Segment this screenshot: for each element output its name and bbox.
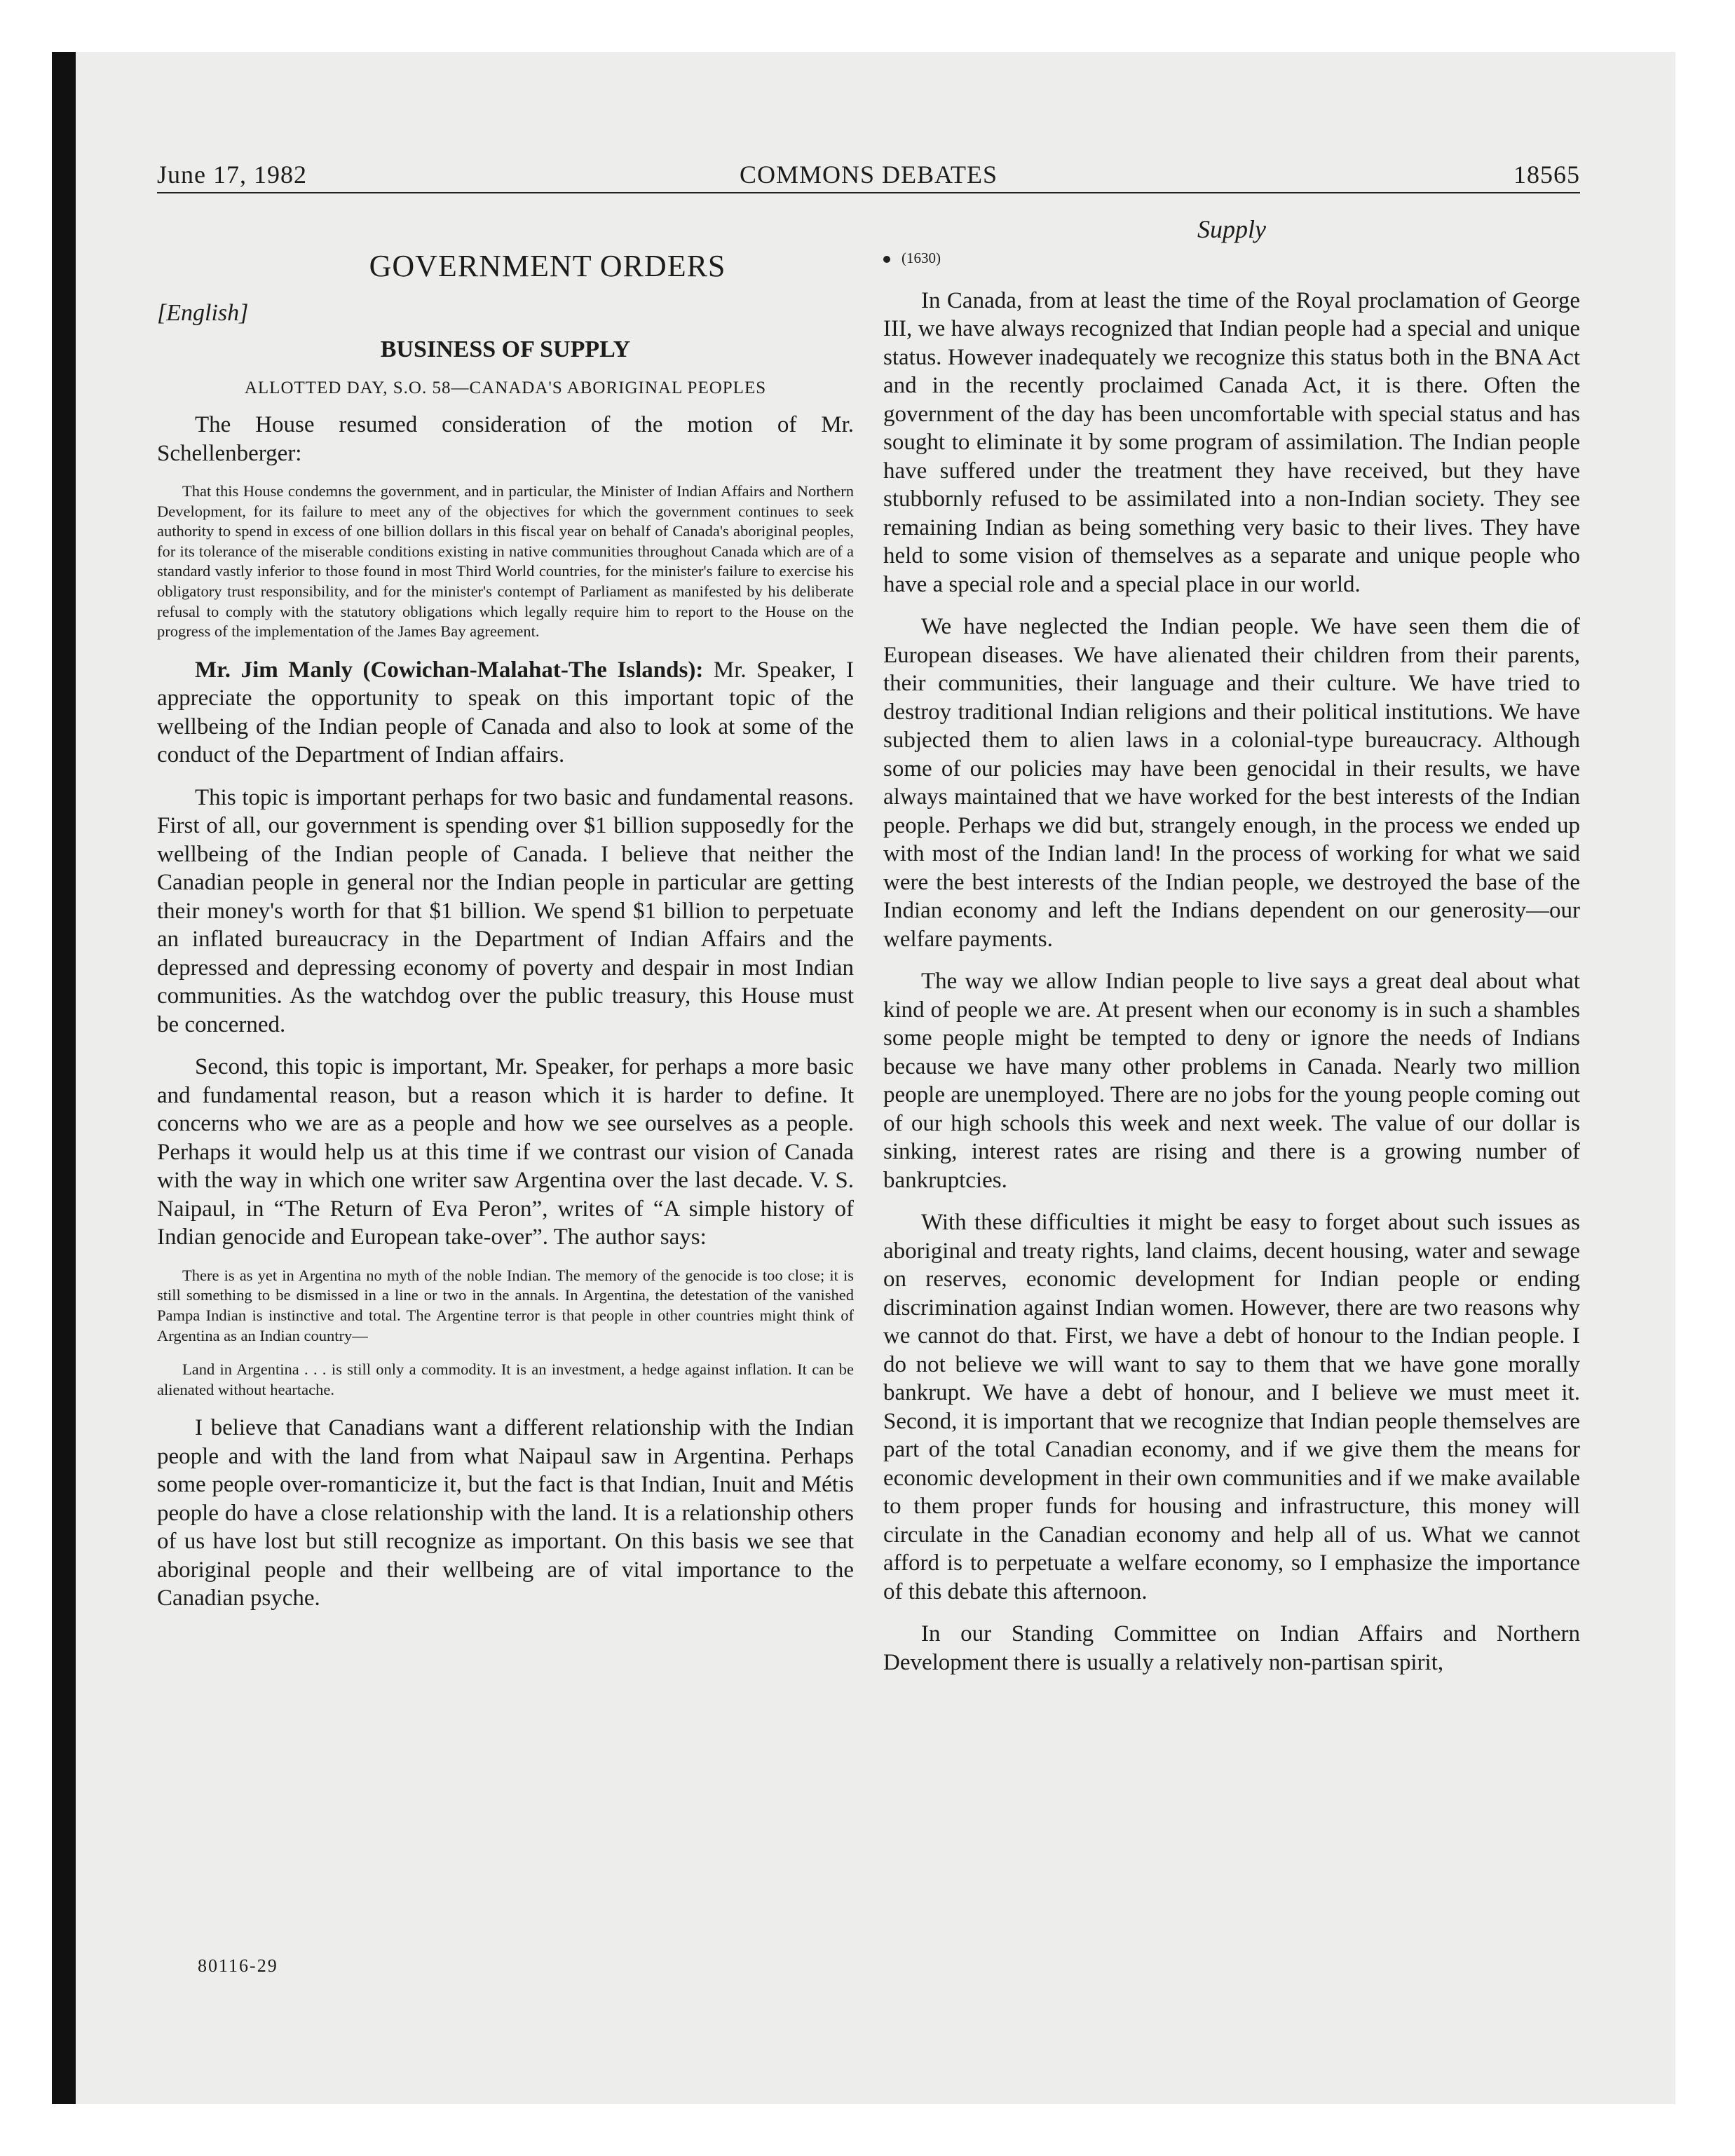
speaker-name: Mr. Jim Manly (Cowichan-Malahat-The Islands): xyxy=(195,657,704,683)
page-header xyxy=(157,160,1580,193)
bullet-dot-icon xyxy=(883,256,890,263)
speaker-paragraph xyxy=(157,656,854,770)
paragraph: We have neglected the Indian people. We have seen them die of European diseases. We have alienated their children from their parents, their communities, their language and their culture. We have tried to destroy traditional Indian religions and their political institutions. We have subjected them to alien laws in a colonial-type bureaucracy. Although some of our policies may have been genocidal in their results, we have always maintained that we have worked for the best interests of the Indian people. Perhaps we did but, strangely enough, in the process we ended up with most of the Indian land! In the process of working for what we said were the best interests of the Indian people, we destroyed the base of the Indian economy and left the Indians dependent on our generosity—our welfare payments. xyxy=(883,614,1580,952)
allotted-day-heading: ALLOTTED DAY, S.O. 58—CANADA'S ABORIGINAL PEOPLES xyxy=(244,378,767,397)
scan-binding-edge xyxy=(52,52,76,2104)
paragraph: I believe that Canadians want a different relationship with the Indian people and with the land from what Naipaul saw in Argentina. Perhaps some people over-romanticize it, but the fact is that Indian, Inuit and Métis people do have a close relationship with the land. It is a relationship others of us have lost but still recognize as important. On this basis we see that aboriginal people and their wellbeing are of vital importance to the Canadian psyche. xyxy=(157,1415,854,1611)
section-title: GOVERNMENT ORDERS xyxy=(369,249,726,283)
header-rule xyxy=(157,192,1580,193)
paragraph: The way we allow Indian people to live says a great deal about what kind of people we are. At present when our economy is in such a shambles some people might be tempted to deny or ignore the needs of Indians because we have many other problems in Canada. Nearly two million people are unemployed. There are no jobs for the young people coming out of our high schools this week and next week. The value of our dollar is sinking, interest rates are rising and there is a growing number of bankruptcies. xyxy=(883,969,1580,1193)
paragraph: In Canada, from at least the time of the Royal proclamation of George III, we have always recognized that Indian people had a special and unique status. However inadequately we recognize this status both in the BNA Act and in the recently proclaimed Canada Act, it is there. Often the government of the day has been uncomfortable with special status and has sought to eliminate it by some program of assimilation. The Indian people have suffered under the treatment they have received, but they have stubbornly refused to be assimilated into a non-Indian society. They see remaining Indian as being something very basic to their lives. They have held to some vision of themselves as a separate and unique people who have a special role and a special place in our world. xyxy=(883,287,1580,597)
paragraph: With these difficulties it might be easy to forget about such issues as aboriginal and treaty rights, land claims, decent housing, water and sewage on reserves, economic development for Indian people or ending discrimination against Indian women. However, there are two reasons why we cannot do that. First, we have a debt of honour to the Indian people. I do not believe we will want to say to them that we have gone morally bankrupt. We have a debt of honour, and I believe we must meet it. Second, it is important that we recognize that Indian people themselves are part of the total Canadian economy, and if we give them the means for economic development in their own communities and if we make available to them proper funds for housing and infrastructure, this money will circulate in the Canadian economy and help all of us. What we cannot afford is to perpetuate a welfare economy, so I emphasize the importance of this debate this afternoon. xyxy=(883,1210,1580,1604)
subsection-title: BUSINESS OF SUPPLY xyxy=(380,336,631,362)
block-quote: There is as yet in Argentina no myth of the noble Indian. The memory of the genocide is too close; it is still something to be dismissed in a line or two in the annals. In Argentina, the detestation of the vanished Pampa Indian is instinctive and total. The Argentine terror is that people in other countries might think of Argentina as an Indian country— xyxy=(157,1266,854,1344)
time-stamp xyxy=(883,244,1580,273)
paragraph: This topic is important perhaps for two basic and fundamental reasons. First of all, our government is spending over $1 billion supposedly for the wellbeing of the Indian people of Canada. I believe that neither the Canadian people in general nor the Indian people in particular are getting their money's worth for that $1 billion. We spend $1 billion to perpetuate an inflated bureaucracy in the Department of Indian Affairs and the depressed and depressing economy of poverty and despair in most Indian communities. As the watchdog over the public treasury, this House must be concerned. xyxy=(157,784,854,1037)
header-publication: COMMONS DEBATES xyxy=(739,161,998,189)
header-date: June 17, 1982 xyxy=(157,161,307,189)
intro-paragraph: The House resumed consideration of the motion of Mr. Schellenberger: xyxy=(157,412,854,466)
running-head: Supply xyxy=(1197,215,1266,243)
right-column xyxy=(883,244,1580,1691)
header-page-number: 18565 xyxy=(1513,161,1580,189)
block-quote: Land in Argentina . . . is still only a commodity. It is an investment, a hedge against inflation. It can be alienated without heartache. xyxy=(157,1360,854,1398)
language-tag: [English] xyxy=(157,299,249,326)
motion-text: That this House condemns the government, and in particular, the Minister of Indian Affairs and Northern Development, for its failure to meet any of the objectives for which the government continues to seek authority to spend in excess of one billion dollars in this fiscal year on behalf of Canada's aboriginal peoples, for its tolerance of the miserable conditions existing in native communities throughout Canada which are of a standard vastly inferior to those found in most Third World countries, for the minister's failure to exercise his obligatory trust responsibility, and for the minister's contempt of Parliament as manifested by his deliberate refusal to comply with the statutory obligations which legally require him to report to the House on the progress of the implementation of the James Bay agreement. xyxy=(157,482,854,641)
left-column xyxy=(157,249,855,1627)
speaker-text: Mr. Speaker, I appreciate the opportunity to speak on this important topic of the wellbeing of the Indian people of Canada and also to look at some of the conduct of the Department of Indian affairs. xyxy=(157,657,855,768)
paragraph: Second, this topic is important, Mr. Speaker, for perhaps a more basic and fundamental reason, but a reason which it is harder to define. It concerns who we are as a people and how we see ourselves as a people. Perhaps it would help us at this time if we contrast our vision of Canada with the way in which one writer saw Argentina over the last decade. V. S. Naipaul, in “The Return of Eva Peron”, writes of “A simple history of Indian genocide and European take-over”. The author says: xyxy=(157,1054,854,1250)
paragraph: In our Standing Committee on Indian Affairs and Northern Development there is usually a relatively non-partisan spirit, xyxy=(883,1621,1580,1675)
time-stamp-text: (1630) xyxy=(901,250,941,266)
footer-code: 80116-29 xyxy=(198,1956,278,1976)
